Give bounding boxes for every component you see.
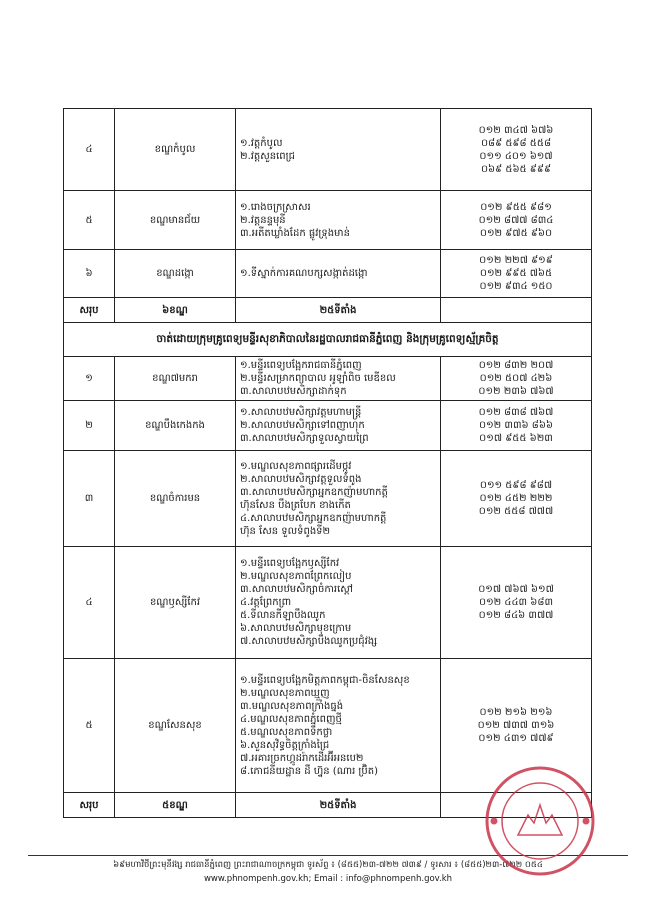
- site-item: ២.សាលាបឋមសិក្សាទៅពញាហុក: [240, 420, 365, 431]
- phone-list: [441, 191, 592, 250]
- district-name: ខណ្ឌសែនសុខ: [115, 659, 236, 793]
- site-item: ហ៊ុន សែន ទួលទំពូងទី២: [240, 525, 331, 537]
- phone-list: [441, 250, 592, 298]
- district-name: ខណ្ឌមានជ័យ: [115, 191, 236, 250]
- table-row: [64, 357, 592, 401]
- phone-number: ០៦៩ ៥៦៥ ៩៩៩: [480, 163, 552, 175]
- phone-number: ០១៧ ៧៦៧ ៦១៧: [478, 584, 554, 595]
- row-number: ៤: [64, 109, 115, 191]
- site-item: ២.សាលាបឋមសិក្សាវត្តទួលទំពូង: [240, 473, 362, 485]
- site-item: ៤.សាលាបឋមសិក្សាអ្នកឧកញ៉ាមហាកត្តី: [240, 512, 387, 524]
- row-number: ៣: [64, 451, 115, 547]
- phone-number: ០១២ ៨៤៦ ៣៧៧: [478, 610, 554, 621]
- site-item: ៣.អតីតឃ្លាំងដែក ផ្លូវទ្រុងមាន់: [240, 227, 350, 239]
- phone-number: ០១២ ៩៧៥ ៩៦០: [479, 227, 553, 239]
- phone-list: [441, 357, 592, 401]
- phone-number: ០១២ ៤៥២ ២២២: [479, 493, 553, 504]
- site-item: ១.មណ្ឌលសុខភាពផ្សារដើមថ្កូវ: [240, 460, 352, 472]
- footer-separator: ; Email :: [308, 874, 346, 884]
- row-number: ៦: [64, 250, 115, 298]
- district-name: ខណ្ឌ៧មករា: [115, 357, 236, 401]
- phone-number: ០១២ ៣៤៧ ៦៧៦: [478, 124, 554, 136]
- site-item: ៦.សួនសុវិទ្ធចិត្តក្រាំងជ្រៃ: [240, 739, 330, 751]
- site-item: ១.មន្ទីរពេទ្យបង្អែករាជធានីភ្នំពេញ: [240, 360, 362, 371]
- site-item: ហ៊ុនសែន បឹងត្របែក ខាងកើត: [240, 499, 351, 511]
- phone-number: ០១១ ៥៩៨ ៩៨៧: [479, 480, 553, 491]
- section-heading-row: [64, 323, 592, 357]
- site-item: ៤.វត្តព្រែកព្រា: [240, 597, 292, 608]
- table-row: [64, 191, 592, 250]
- phone-number: ០១២ ៨៧៧ ៨៣៤: [478, 214, 554, 226]
- footer-website[interactable]: www.phnompenh.gov.kh: [203, 874, 309, 884]
- site-item: ១.រោងចក្រស្រាសរ: [240, 201, 311, 213]
- district-name: ខណ្ឌឫស្សីកែវ: [115, 547, 236, 659]
- seal-inner-ring: [502, 783, 578, 859]
- table-row: [64, 547, 592, 659]
- site-item: ៥.ទីលានកីឡាបឹងឈូក: [240, 610, 326, 621]
- phone-number: ០១២ ៤៤៣ ៦៨៣: [479, 597, 553, 608]
- site-item: ២.មណ្ឌលសុខភាពឃ្មួញ: [240, 687, 330, 699]
- site-list: [236, 547, 441, 659]
- table-row: [64, 250, 592, 298]
- total-empty: [441, 298, 592, 323]
- seal-emblem: [518, 805, 562, 835]
- site-item: ៣.សាលាបឋមសិក្សាទួលស្វាយព្រៃ: [240, 433, 369, 444]
- site-item: ១.មន្ទីរពេទ្យបង្អែកឫស្សីកែវ: [240, 558, 340, 569]
- site-item: ២.មណ្ឌលសុខភាពព្រែកលៀប: [240, 571, 352, 582]
- phone-list: [441, 451, 592, 547]
- district-name: ខណ្ឌបឹងកេងកង: [115, 401, 236, 451]
- total-districts: ៥ខណ្ឌ: [115, 793, 236, 818]
- district-name: ខណ្ឌកំបូល: [115, 109, 236, 191]
- site-item: ៥.មណ្ឌលសុខភាពទឹកថ្លា: [240, 726, 333, 738]
- site-list: [236, 357, 441, 401]
- phone-number: ០៨៩ ៥៩៨ ៥៥៨: [480, 137, 552, 149]
- site-item: ១.សាលាបឋមសិក្សាវត្តមហាមន្ត្រី: [240, 407, 362, 418]
- section-heading: ចាត់ដោយក្រុមគ្រូពេទ្យមន្ទីរសុខាភិបាលនៃរដ្ឋបាលរាជធានីភ្នំពេញ និងក្រុមគ្រូពេទ្យស្ម័គ្រចិត្ត: [64, 323, 592, 357]
- site-list: [236, 451, 441, 547]
- seal-star-right: [583, 818, 589, 824]
- row-number: ១: [64, 357, 115, 401]
- footer-email[interactable]: info@phnompenh.gov.kh: [345, 874, 453, 884]
- schedule-table-body: [64, 109, 592, 818]
- site-list: [236, 401, 441, 451]
- site-list: [236, 191, 441, 250]
- footer-address: ៦៩មហាវិថីព្រះមុនីវង្ស រាជធានីភ្នំពេញ ព្រះរាជាណាចក្រកម្ពុជា ទូរស័ព្ទ ៖ (៨៥៥)២៣-៧២២ ៧៣៩ / ទូរសារ ៖ (៨៥៥)២៣-៧២២ ០៥៤: [113, 860, 543, 870]
- site-item: ២.វត្តសួនពេជ្រ: [240, 150, 295, 162]
- phone-list: [441, 109, 592, 191]
- site-item: ៣.មណ្ឌលសុខភាពក្រាំងធ្នង់: [240, 700, 344, 712]
- site-item: ១.ទីស្នាក់ការគណបក្សសង្កាត់ដង្កោ: [240, 268, 368, 279]
- row-number: ៥: [64, 191, 115, 250]
- district-name: ខណ្ឌដង្កោ: [115, 250, 236, 298]
- total-label: សរុប: [64, 793, 115, 818]
- phone-number: ០១២ ៨៣៨ ៧៦៧: [478, 407, 554, 418]
- total-sites: ២៥ទីតាំង: [236, 298, 441, 323]
- table-row: [64, 401, 592, 451]
- site-item: ២.មន្ទីរសម្រាកព្យាបាល អូឡាំពិច មេឌីខល: [240, 373, 396, 384]
- seal-outer-ring: [487, 768, 593, 874]
- site-item: ២.វត្តនន្ទមុនី: [240, 214, 286, 226]
- table-row: [64, 451, 592, 547]
- phone-number: ០១៧ ៩៥៥ ៦២៣: [479, 433, 553, 444]
- total-districts: ៦ខណ្ឌ: [115, 298, 236, 323]
- total-row: [64, 298, 592, 323]
- row-number: ៥: [64, 659, 115, 793]
- schedule-table: [63, 108, 592, 818]
- phone-number: ០១២ ៩៩៥ ៧៦៥: [479, 268, 553, 279]
- table-row: [64, 109, 592, 191]
- site-item: ៧.សាលាបឋមសិក្សាបឹងឈូកប្រជុំវង្ស: [240, 636, 378, 647]
- site-item: ៣.សាលាបឋមសិក្សាចំការស្ដៅ: [240, 584, 353, 595]
- site-list: [236, 250, 441, 298]
- site-item: ១.មន្ទីរពេទ្យបង្អែកមិត្តភាពកម្ពុជា-ចិនសែនសុខ: [240, 674, 410, 686]
- phone-number: ០១២ ២១៦ ២១៦: [479, 707, 553, 718]
- row-number: ៤: [64, 547, 115, 659]
- phone-number: ០១២ ៩៥៥ ៩៨១: [480, 201, 552, 213]
- site-item: ៤.មណ្ឌលសុខភាពភ្នំពេញថ្មី: [240, 713, 342, 725]
- site-item: ៦.សាលាបឋមសិក្សាមុខក្រោម: [240, 623, 352, 634]
- phone-number: ០១២ ៥៥៨ ៧៧៧: [478, 506, 554, 517]
- row-number: ២: [64, 401, 115, 451]
- phone-number: ០១២ ២២៧ ៩១៩: [479, 255, 553, 266]
- phone-number: ០១២ ៧៣៧ ៣១៦: [477, 720, 555, 731]
- phone-list: [441, 401, 592, 451]
- site-item: ៨.ភោជនីយដ្ឋាន ដឺ ហ្វ៊ុន (ណារ ប៊្រិត): [240, 765, 379, 777]
- phone-number: ០១២ ៤៣១ ៧៧៩: [478, 733, 554, 744]
- site-item: ៣.សាលាបឋមសិក្សាដាក់ទុក: [240, 386, 347, 397]
- site-list: [236, 659, 441, 793]
- phone-number: ០១២ ៨៣២ ២០៧: [478, 360, 554, 371]
- phone-number: ០១១ ៤០១ ៦១៧: [479, 150, 553, 162]
- phone-number: ០១២ ២៣៦ ៧៦៧: [478, 386, 554, 397]
- total-sites: ២៥ទីតាំង: [236, 793, 441, 818]
- site-list: [236, 109, 441, 191]
- site-item: ៧.អគារច្រកហ្គូដរ៉ាកដើរអ៊ីអនបេ២: [240, 752, 364, 764]
- seal-star-left: [491, 818, 497, 824]
- official-seal-stamp: [484, 765, 596, 877]
- district-name: ខណ្ឌចំការមន: [115, 451, 236, 547]
- phone-number: ០១២ ៣៣៦ ៨៦៦: [479, 420, 553, 431]
- site-item: ៣.សាលាបឋមសិក្សាអ្នកឧកញ៉ាមហាកត្តី: [240, 486, 388, 498]
- total-label: សរុប: [64, 298, 115, 323]
- phone-number: ០១២ ៩៣៤ ១៥០: [479, 281, 553, 292]
- phone-number: ០១២ ៥០៧ ៤២៦: [479, 373, 553, 384]
- phone-list: [441, 547, 592, 659]
- site-item: ១.វត្តកំបូល: [240, 137, 283, 149]
